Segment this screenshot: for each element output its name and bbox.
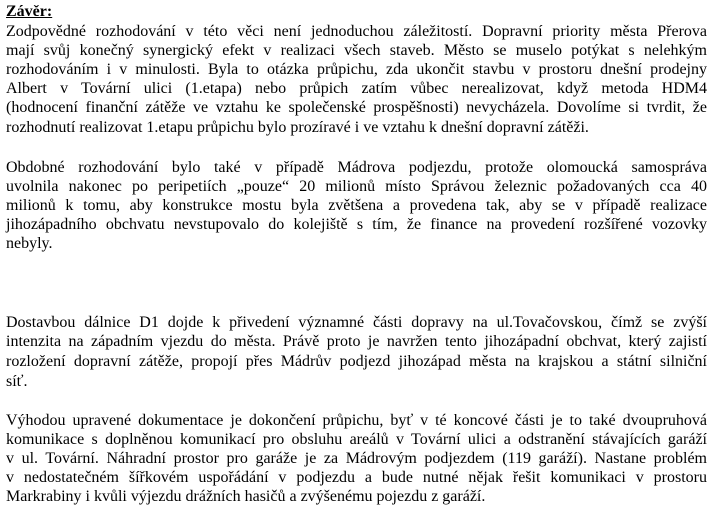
text-line: síť. (6, 373, 28, 390)
text-line: Dostavbou dálnice D1 dojde k přivedení významné části dopravy na ul.Tovačovskou, čímž se zvýší (6, 314, 707, 331)
text-line: jihozápadního obchvatu nevstupovalo do kolejiště s tím, že finance na provedení rozšířené vozovky (6, 216, 707, 233)
text-line: Albert v Tovární ulici (1.etapa) nebo průpich zatím vůbec nerealizovat, když metoda HDM4 (6, 80, 707, 97)
text-line: Zodpovědné rozhodování v této věci není jednoduchou záležitostí. Dopravní priority města Přerova (6, 23, 707, 40)
text-line: Obdobné rozhodování bylo také v případě Mádrova podjezdu, protože olomoucká samospráva (6, 159, 707, 176)
text-line: komunikace s doplněnou komunikací pro obsluhu areálů v Tovární ulici a odstranění stávajících garáží (6, 431, 707, 448)
text-line: uvolnila nakonec po peripetiích „pouze“ 20 milionů místo Správou železnic požadovaných cca 40 (6, 178, 707, 195)
text-line: mají svůj konečný synergický efekt v realizaci všech staveb. Město se muselo potýkat s nelehkým (6, 42, 707, 59)
text-line: v nedostatečném šířkovém uspořádání v podjezdu a bude nutné nějak řešit komunikaci v prostoru (6, 469, 707, 486)
text-line: Výhodou upravené dokumentace je dokončení průpichu, byť v té koncové části je to také dvoupruhová (6, 412, 707, 429)
text-line: rozhodováním i v minulosti. Byla to otázka průpichu, zda ukončit stavbu v prostoru dnešní prodejny (6, 61, 707, 78)
text-line: (hodnocení finanční zátěže ve vztahu ke společenské prospěšnosti) nevycházela. Dovolíme si tvrdit, že (6, 99, 707, 116)
text-line: nebyly. (6, 235, 53, 252)
text-line: rozložení dopravní zátěže, propojí přes Mádrův podjezd jihozápad města na krajskou a státní silniční (6, 353, 707, 370)
text-line: Markrabiny i kvůli výjezdu drážních hasičů a zvýšenému pojezdu z garáží. (6, 488, 486, 505)
text-line: rozhodnutí realizovat 1.etapu průpichu bylo prozíravé i ve vztahu k dnešní dopravní zátěži. (6, 119, 589, 136)
text-line: milionů k tomu, aby konstrukce mostu byla zvětšena a provedena tak, aby se v případě realizace (6, 197, 707, 214)
section-heading: Závěr: (6, 3, 53, 20)
text-line: intenzita na západním vjezdu do města. Právě proto je navržen tento jihozápadní obchvat, který zajistí (6, 333, 707, 350)
text-line: v ul. Tovární. Náhradní prostor pro garáže je za Mádrovým podjezdem (119 garáží). Nastane problém (6, 450, 707, 467)
